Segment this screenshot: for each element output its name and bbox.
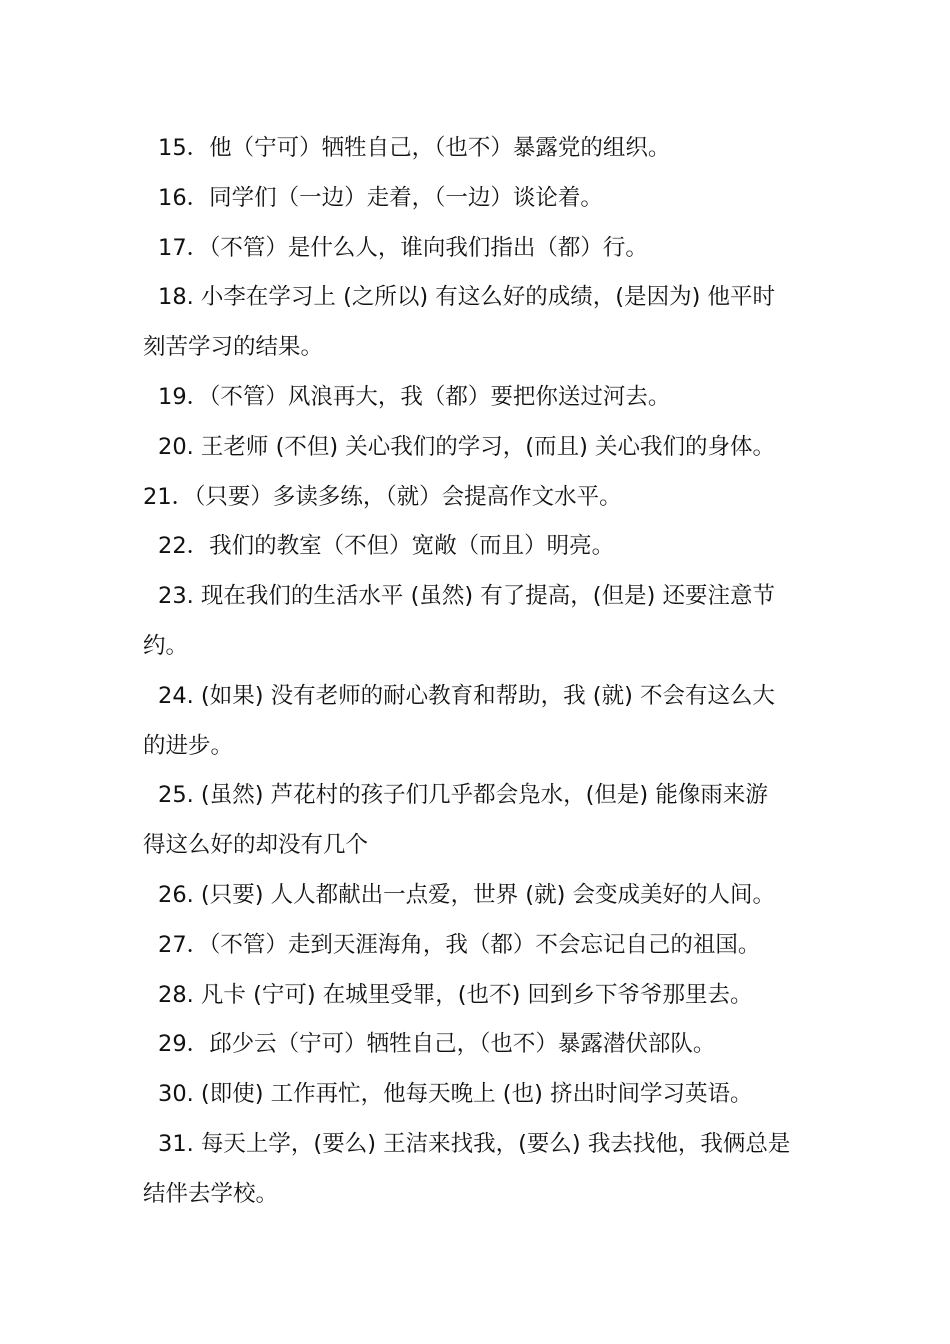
list-item <box>143 473 815 523</box>
item-25-line-1: 25. (虽然) 芦花村的孩子们几乎都会凫水，(但是) 能像雨来游 <box>158 782 768 809</box>
list-item <box>143 174 815 224</box>
item-21-line-1: 21．（只要）多读多练，（就）会提高作文水平。 <box>143 483 622 510</box>
item-30-line-1: 30. (即使) 工作再忙，他每天晚上 (也) 挤出时间学习英语。 <box>158 1081 753 1108</box>
list-item <box>143 373 815 423</box>
list-item <box>143 1120 815 1220</box>
item-31-line-1: 31. 每天上学，(要么) 王洁来找我，(要么) 我去找他，我俩总是 <box>158 1130 791 1157</box>
item-18-line-2: 刻苦学习的结果。 <box>143 334 324 361</box>
item-16-line-1: 16．同学们（一边）走着，（一边）谈论着。 <box>158 184 603 211</box>
list-item <box>143 1020 815 1070</box>
item-15-line-1: 15．他（宁可）牺牲自己，（也不）暴露党的组织。 <box>158 135 671 161</box>
list-item <box>143 423 815 473</box>
item-18-line-1: 18. 小李在学习上 (之所以) 有这么好的成绩，(是因为) 他平时 <box>158 284 776 311</box>
item-23-line-2: 约。 <box>143 632 189 659</box>
list-item <box>143 771 815 871</box>
list-item <box>143 921 815 971</box>
item-17-line-1: 17．（不管）是什么人，谁向我们指出（都）行。 <box>158 234 648 261</box>
item-28-line-1: 28. 凡卡 (宁可) 在城里受罪，(也不) 回到乡下爷爷那里去。 <box>158 981 753 1008</box>
list-item <box>143 672 815 772</box>
list-item <box>143 124 815 174</box>
item-31-line-2: 结伴去学校。 <box>143 1180 279 1207</box>
item-27-line-1: 27．（不管）走到天涯海角，我（都）不会忘记自己的祖国。 <box>158 931 761 958</box>
item-26-line-1: 26. (只要) 人人都献出一点爱，世界 (就) 会变成美好的人间。 <box>158 881 776 908</box>
list-item <box>143 224 815 274</box>
item-20-line-1: 20. 王老师 (不但) 关心我们的学习，(而且) 关心我们的身体。 <box>158 433 776 460</box>
item-19-line-1: 19．（不管）风浪再大，我（都）要把你送过河去。 <box>158 383 671 410</box>
item-23-line-1: 23. 现在我们的生活水平 (虽然) 有了提高，(但是) 还要注意节 <box>158 583 776 610</box>
list-item <box>143 971 815 1021</box>
list-item <box>143 572 815 672</box>
item-29-line-1: 29．邱少云（宁可）牺牲自己，（也不）暴露潜伏部队。 <box>158 1031 716 1058</box>
item-22-line-1: 22．我们的教室（不但）宽敞（而且）明亮。 <box>158 533 615 560</box>
list-item <box>143 273 815 373</box>
exercise-list <box>143 124 815 1220</box>
item-24-line-2: 的进步。 <box>143 732 234 759</box>
item-24-line-1: 24. (如果) 没有老师的耐心教育和帮助，我 (就) 不会有这么大 <box>158 682 776 709</box>
list-item <box>143 1070 815 1120</box>
list-item <box>143 522 815 572</box>
list-item <box>143 871 815 921</box>
item-25-line-2: 得这么好的却没有几个 <box>143 832 369 859</box>
